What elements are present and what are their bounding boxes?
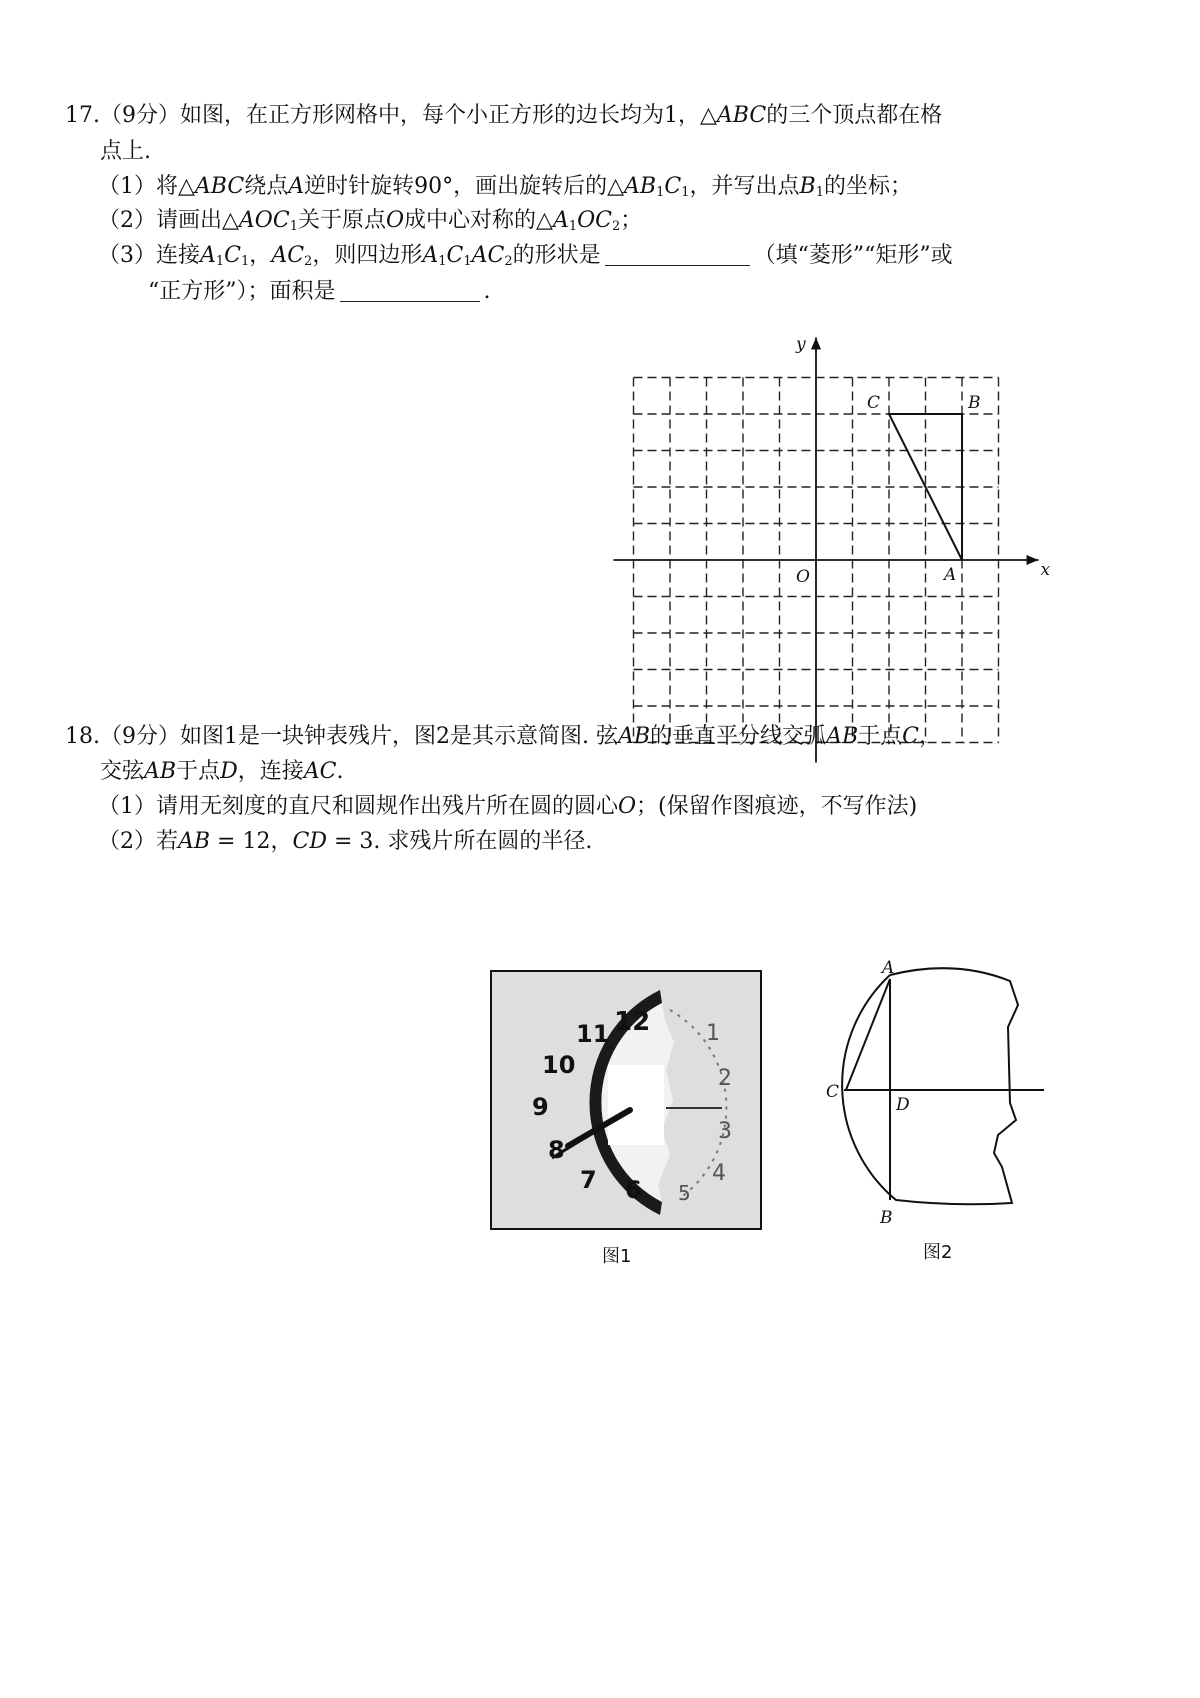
point-label-B: B <box>968 393 981 413</box>
segment-AC <box>846 979 890 1090</box>
coordinate-grid <box>0 0 1200 800</box>
q17-number: 17. <box>65 103 100 128</box>
q17-stem-line2: 点上. <box>100 139 151 164</box>
q17-part1: （1）将△ABC绕点A逆时针旋转90°，画出旋转后的$\triangle AB_1C_1$，并写出点$B_1$的坐标； <box>98 174 912 200</box>
clock-numeral-9: 9 <box>532 1093 549 1121</box>
clock-numeral-2: 2 <box>718 1066 732 1091</box>
clock-numeral-7: 7 <box>580 1166 597 1194</box>
q18-stem-line2: 交弦AB于点D，连接AC. <box>100 759 344 784</box>
fragment-outline <box>842 968 1018 1204</box>
label-A: A <box>882 958 895 978</box>
origin-label: O <box>796 567 810 587</box>
clock-numeral-10: 10 <box>542 1051 576 1079</box>
q17-part2: （2）请画出$\triangle AOC_1$关于原点O成中心对称的$\triangle A_1OC_2$； <box>98 208 643 234</box>
redaction-patch <box>608 1065 664 1145</box>
point-label-A: A <box>944 565 957 585</box>
clock-numeral-5: 5 <box>678 1181 691 1205</box>
figure-2-caption: 图2 <box>923 1242 953 1263</box>
clock-numeral-8: 8 <box>548 1136 565 1164</box>
q18-score: （9分） <box>100 724 180 749</box>
point-label-C: C <box>867 393 881 413</box>
clock-numeral-6: 6 <box>625 1176 642 1204</box>
label-D: D <box>896 1095 910 1115</box>
label-C: C <box>826 1082 840 1102</box>
clock-numeral-12: 12 <box>614 1007 651 1037</box>
q17-part3: （3）连接$A_1C_1$，$AC_2$，则四边形$A_1C_1AC_2$的形状是 （填“菱形”“矩形”或 <box>98 243 953 269</box>
figure-1-clock-fragment <box>490 970 762 1230</box>
figure-2-schematic <box>820 955 1050 1228</box>
y-axis-label: y <box>796 334 806 355</box>
x-axis-label: x <box>1040 560 1051 580</box>
q18-stem-line1: 18.（9分）如图1是一块钟表残片，图2是其示意简图. 弦AB的垂直平分线交弧AB于点C， <box>65 724 941 749</box>
q17-stem-line1: 17.（9分）如图，在正方形网格中，每个小正方形的边长均为1，△ABC的三个顶点都在格 <box>65 103 943 128</box>
q18-number: 18. <box>65 724 100 749</box>
q18-part2: （2）若AB = 12，CD = 3. 求残片所在圆的半径. <box>98 829 593 854</box>
clock-numeral-1: 1 <box>706 1021 720 1046</box>
y-axis-arrow <box>811 338 821 350</box>
q18-part1: （1）请用无刻度的直尺和圆规作出残片所在圆的圆心O；(保留作图痕迹，不写作法) <box>98 794 918 819</box>
q17-score: （9分） <box>100 103 180 128</box>
figure-1-caption: 图1 <box>602 1246 632 1267</box>
label-B: B <box>880 1208 893 1228</box>
q17-part3-line2: “正方形”）；面积是 . <box>148 279 491 304</box>
x-axis-arrow <box>1027 555 1039 565</box>
clock-numeral-4: 4 <box>712 1161 726 1186</box>
clock-numeral-11: 11 <box>576 1020 610 1048</box>
clock-numeral-3: 3 <box>718 1119 732 1144</box>
